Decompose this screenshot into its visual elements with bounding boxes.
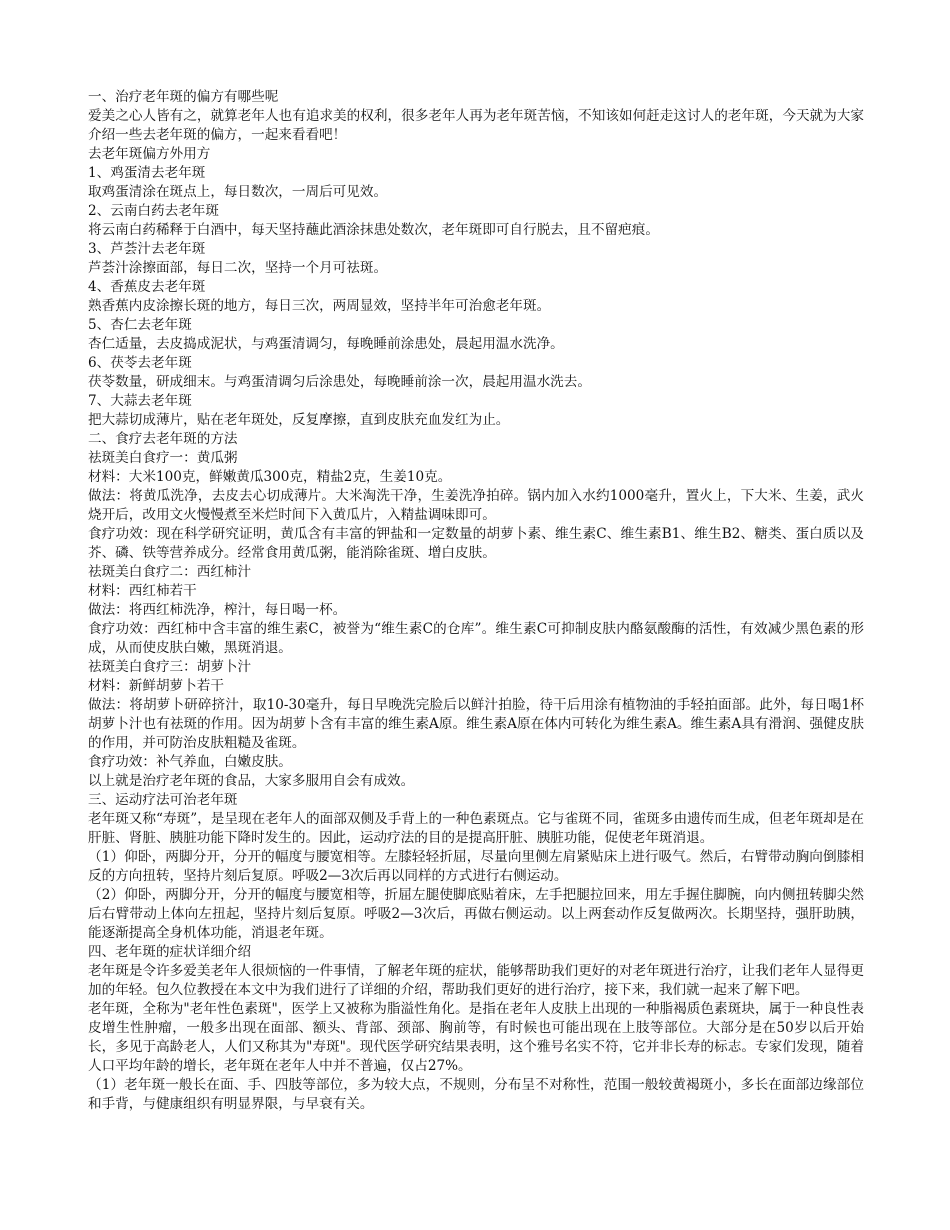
exercise-step-2: （2）仰卧，两脚分开，分开的幅度与腰宽相等，折屈左腿使脚底贴着床，左手把腿拉回来，用左手握住脚腕，向内侧扭转脚尖然后右臂带动上体向左扭起，坚持片刻后复原。呼吸2—3次后，再做右侧运动。以上两套动作反复做两次。长期坚持，强肝助胰，能逐渐提高全身机体功能，消退老年斑。: [88, 887, 864, 941]
document-body: [88, 88, 864, 1114]
item-text-yunnan-baiyao: 将云南白药稀释于白酒中，每天坚持蘸此酒涂抹患处数次，老年斑即可自行脱去，且不留疤痕。: [88, 222, 659, 238]
symptoms-point-1: （1）老年斑一般长在面、手、四肢等部位，多为较大点，不规则，分布呈不对称性，范围一般较黄褐斑小，多长在面部边缘部位和手背，与健康组织有明显界限，与早衰有关。: [88, 1077, 864, 1112]
item-title-almond: 5、杏仁去老年斑: [88, 317, 192, 333]
recipe-effect-carrot: 食疗功效：补气养血，白嫩皮肤。: [88, 754, 292, 770]
recipe-method-carrot: 做法：将胡萝卜研碎挤汁，取10-30毫升，每日早晚洗完脸后以鲜汁拍脸，待干后用涂有植物油的手轻拍面部。此外，每日喝1杯胡萝卜汁也有祛斑的作用。因为胡萝卜含有丰富的维生素A原。维生素A原在体内可转化为维生素A。维生素A具有滑润、强健皮肤的作用，并可防治皮肤粗糙及雀斑。: [88, 697, 864, 751]
item-title-garlic: 7、大蒜去老年斑: [88, 393, 192, 409]
recipe-title-tomato: 祛斑美白食疗二：西红柿汁: [88, 564, 252, 580]
recipe-method-cucumber: 做法：将黄瓜洗净，去皮去心切成薄片。大米淘洗干净，生姜洗净拍碎。锅内加入水约1000毫升，置火上，下大米、生姜，武火烧开后，改用文火慢慢煮至米烂时间下入黄瓜片，入精盐调味即可。: [88, 488, 864, 523]
item-text-banana-peel: 熟香蕉内皮涂擦长斑的地方，每日三次，两周显效，坚持半年可治愈老年斑。: [88, 298, 551, 314]
item-text-egg-white: 取鸡蛋清涂在斑点上，每日数次，一周后可见效。: [88, 184, 388, 200]
recipe-ingredients-tomato: 材料：西红柿若干: [88, 583, 197, 599]
recipe-effect-tomato: 食疗功效：西红柿中含丰富的维生素C，被誉为“维生素C的仓库”。维生素C可抑制皮肤内酪氨酸酶的活性，有效减少黑色素的形成，从而使皮肤白嫩，黑斑消退。: [88, 621, 864, 656]
item-text-poria: 茯苓数量，研成细末。与鸡蛋清调匀后涂患处，每晚睡前涂一次，晨起用温水洗去。: [88, 374, 591, 390]
symptoms-definition: 老年斑，全称为"老年性色素斑"，医学上又被称为脂溢性角化。是指在老年人皮肤上出现的一种脂褐质色素斑块，属于一种良性表皮增生性肿瘤，一般多出现在面部、额头、背部、颈部、胸前等，有时候也可能出现在上肢等部位。大部分是在50岁以后开始长，多见于高龄老人，人们又称其为"寿斑"。现代医学研究结果表明，这个雅号名实不符，它并非长寿的标志。专家们发现，随着人口平均年龄的增长，老年斑在老年人中并不普遍，仅占27%。: [88, 1001, 864, 1074]
recipe-ingredients-carrot: 材料：新鲜胡萝卜若干: [88, 678, 224, 694]
recipe-effect-cucumber: 食疗功效：现在科学研究证明，黄瓜含有丰富的钾盐和一定数量的胡萝卜素、维生素C、维生素B1、维生B2、糖类、蛋白质以及芥、磷、铁等营养成分。经常食用黄瓜粥，能消除雀斑、增白皮肤。: [88, 526, 864, 561]
heading-remedies: 一、治疗老年斑的偏方有哪些呢: [88, 89, 279, 105]
item-title-aloe: 3、芦荟汁去老年斑: [88, 241, 206, 257]
subheading-external: 去老年斑偏方外用方: [88, 146, 211, 162]
exercise-intro: 老年斑又称“寿斑”，是呈现在老年人的面部双侧及手背上的一种色素斑点。它与雀斑不同，雀斑多由遗传而生成，但老年斑却是在肝脏、肾脏、胰脏功能下降时发生的。因此，运动疗法的目的是提高肝脏、胰脏功能，促使老年斑消退。: [88, 811, 864, 846]
symptoms-intro: 老年斑是令许多爱美老年人很烦恼的一件事情，了解老年斑的症状，能够帮助我们更好的对老年斑进行治疗，让我们老年人显得更加的年轻。包久位教授在本文中为我们进行了详细的介绍，帮助我们更好的进行治疗，接下来，我们就一起来了解下吧。: [88, 963, 864, 998]
recipe-title-carrot: 祛斑美白食疗三：胡萝卜汁: [88, 659, 252, 675]
heading-exercise: 三、运动疗法可治老年斑: [88, 792, 238, 808]
recipe-ingredients-cucumber: 材料：大米100克，鲜嫩黄瓜300克，精盐2克，生姜10克。: [88, 469, 452, 485]
diet-summary: 以上就是治疗老年斑的食品，大家多服用自会有成效。: [88, 773, 415, 789]
item-text-garlic: 把大蒜切成薄片，贴在老年斑处，反复摩擦，直到皮肤充血发红为止。: [88, 412, 510, 428]
item-title-banana-peel: 4、香蕉皮去老年斑: [88, 279, 206, 295]
heading-diet: 二、食疗去老年斑的方法: [88, 431, 238, 447]
item-title-poria: 6、茯苓去老年斑: [88, 355, 192, 371]
recipe-title-cucumber: 祛斑美白食疗一：黄瓜粥: [88, 450, 238, 466]
item-text-almond: 杏仁适量，去皮捣成泥状，与鸡蛋清调匀，每晚睡前涂患处，晨起用温水洗净。: [88, 336, 564, 352]
exercise-step-1: （1）仰卧，两脚分开，分开的幅度与腰宽相等。左膝轻轻折屈，尽量向里侧左肩紧贴床上进行吸气。然后，右臂带动胸向倒膝相反的方向扭转，坚持片刻后复原。呼吸2—3次后再以同样的方式进行右侧运动。: [88, 849, 864, 884]
heading-symptoms: 四、老年斑的症状详细介绍: [88, 944, 252, 960]
item-title-egg-white: 1、鸡蛋清去老年斑: [88, 165, 206, 181]
item-title-yunnan-baiyao: 2、云南白药去老年斑: [88, 203, 219, 219]
intro-paragraph: 爱美之心人皆有之，就算老年人也有追求美的权利，很多老年人再为老年斑苦恼，不知该如何赶走这讨人的老年斑，今天就为大家介绍一些去老年斑的偏方，一起来看看吧！: [88, 108, 864, 143]
item-text-aloe: 芦荟汁涂擦面部，每日二次，坚持一个月可祛斑。: [88, 260, 388, 276]
recipe-method-tomato: 做法：将西红柿洗净，榨汁，每日喝一杯。: [88, 602, 347, 618]
